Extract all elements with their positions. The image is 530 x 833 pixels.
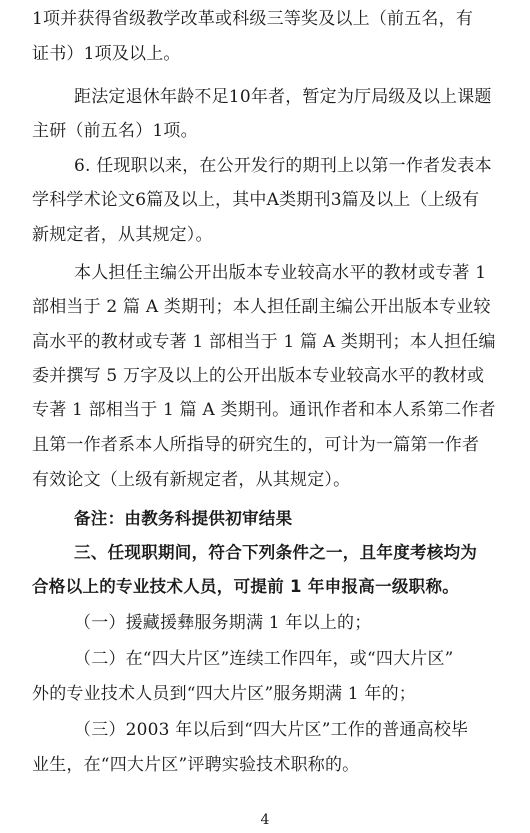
text-line: 业生，在“四大片区”评聘实验技术职称的。 [32, 755, 360, 775]
text-line: （一）援藏援彝服务期满 1 年以上的； [74, 613, 372, 633]
text-line: （三）2003 年以后到“四大片区”工作的普通高校毕 [74, 720, 469, 740]
text-line: 本人担任主编公开出版本专业较高水平的教材或专著 1 [74, 263, 487, 283]
text-line: 学科学术论文6篇及以上，其中A类期刊3篇及以上（上级有 [32, 190, 480, 210]
text-line: 外的专业技术人员到“四大片区”服务期满 1 年的； [32, 684, 417, 704]
text-line: 证书）1项及以上。 [32, 44, 181, 64]
section-heading: 合格以上的专业技术人员，可提前 1 年申报高一级职称。 [32, 577, 460, 596]
section-heading: 三、任现职期间，符合下列条件之一，且年度考核均为 [74, 543, 478, 562]
text-line: 高水平的教材或专著 1 部相当于 1 篇 A 类期刊；本人担任编 [32, 332, 496, 352]
text-line: 专著 1 部相当于 1 篇 A 类期刊。通讯作者和本人系第二作者 [32, 400, 496, 420]
text-line: 委并撰写 5 万字及以上的公开出版本专业较高水平的教材或 [32, 366, 485, 386]
text-line: 1项并获得省级教学改革或科级三等奖及以上（前五名，有 [32, 9, 474, 29]
text-line: 有效论文（上级有新规定者，从其规定）。 [32, 470, 351, 490]
text-line: 6. 任现职以来，在公开发行的期刊上以第一作者发表本 [74, 156, 492, 176]
page-number: 4 [260, 812, 270, 828]
text-line: 新规定者，从其规定）。 [32, 225, 213, 245]
text-line: 主研（前五名）1项。 [32, 121, 198, 141]
text-line: （二）在“四大片区”连续工作四年，或“四大片区” [74, 649, 454, 669]
text-line: 部相当于 2 篇 A 类期刊；本人担任副主编公开出版本专业较 [32, 297, 491, 317]
text-line: 距法定退休年龄不足10年者，暂定为厅局级及以上课题 [74, 87, 492, 107]
text-line: 且第一作者系本人所指导的研究生的，可计为一篇第一作者 [32, 435, 480, 455]
remark-line: 备注：由教务科提供初审结果 [74, 509, 293, 528]
